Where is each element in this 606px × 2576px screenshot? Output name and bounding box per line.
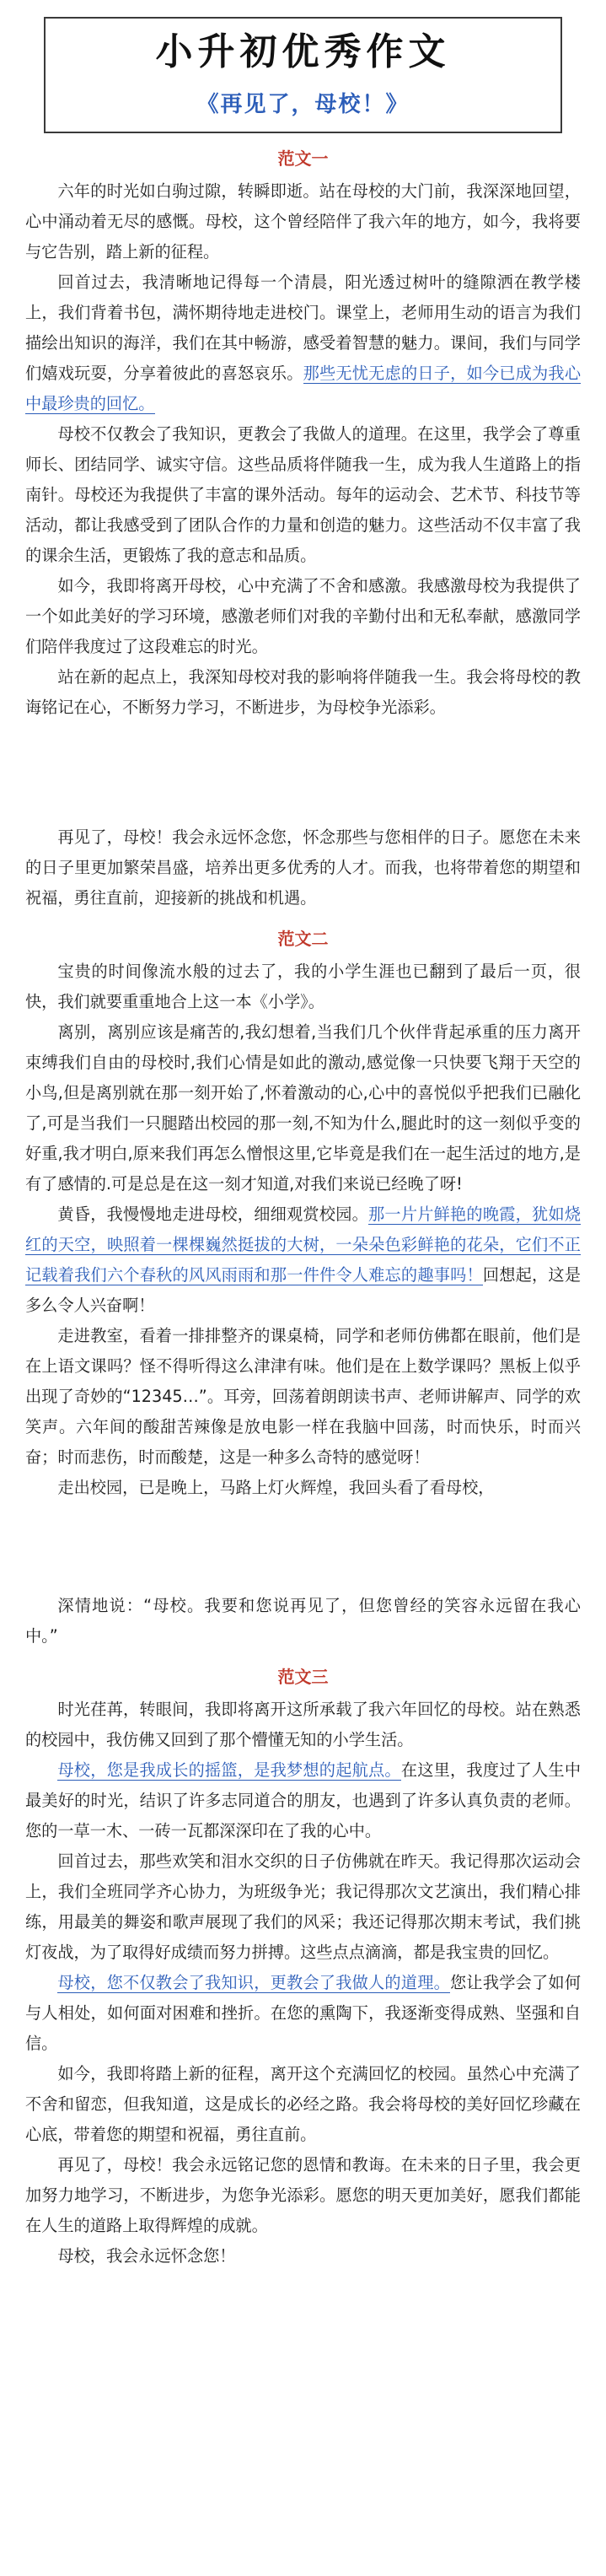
essay-2 — [25, 925, 581, 1652]
essay-1 — [25, 145, 581, 913]
essay-3-paragraph-4-text: 您让我学会了如何与人相处，如何面对困难和挫折。在您的熏陶下，我逐渐变得成熟、坚强和自信。 — [25, 1972, 582, 2053]
essay-3 — [25, 1663, 581, 2272]
essay-1-paragraph-2-text: 回首过去，我清晰地记得每一个清晨，阳光透过树叶的缝隙洒在教学楼上，我们背着书包，满怀期待地走进校门。课堂上，老师用生动的语言为我们描绘出知识的海洋，我们在其中畅游，感受着智慧的魅力。课间，我们与同学们嬉戏玩耍，分享着彼此的喜怒哀乐。 — [25, 272, 581, 383]
essay-2-paragraph-6: 深情地说：“母校。我要和您说再见了，但您曾经的笑容永远留在我心中。” — [25, 1595, 581, 1646]
essay-2-paragraph-3 — [25, 1199, 581, 1321]
essay-3-paragraph-1: 时光荏苒，转眼间，我即将离开这所承载了我六年回忆的母校。站在熟悉的校园中，我仿佛又回到了那个懵懂无知的小学生活。 — [25, 1699, 581, 1749]
essay-2-paragraph-2: 离别，离别应该是痛苦的,我幻想着,当我们几个伙伴背起承重的压力离开束缚我们自由的母校时,我们心情是如此的激动,感觉像一只快要飞翔于天空的小鸟,但是离别就在那一刻开始了,怀着激动的心,心中的喜悦似乎把我们已融化了,可是当我们一只腿踏出校园的那一刻,不知为什么,腿此时的这一刻似乎变的好重,我才明白,原来我们再怎么憎恨这里,它毕竟是我们在一起生活过的地方,是有了感情的.可是总是在这一刻才知道,对我们来说已经晚了呀! — [25, 1021, 581, 1194]
page-subtitle: 《再见了，母校！》 — [196, 91, 410, 117]
page-title: 小升初优秀作文 — [155, 30, 451, 73]
essay-2-highlight: 那一片片鲜艳的晚霞，犹如烧红的天空，映照着一棵棵巍然挺拔的大树，一朵朵色彩鲜艳的花朵，它们不正记载着我们六个春秋的风风雨雨和那一件件令人难忘的趣事吗！ — [25, 1204, 582, 1285]
essay-2-paragraph-4: 走进教室，看着一排排整齐的课桌椅，同学和老师仿佛都在眼前，他们是在上语文课吗？怪不得听得这么津津有味。他们是在上数学课吗？黑板上似乎出现了奇妙的“12345…”。耳旁，回荡着朗朗读书声、老师讲解声、同学的欢笑声。六年间的酸甜苦辣像是放电影一样在我脑中回荡，时而快乐，时而兴奋；时而悲伤，时而酸楚，这是一种多么奇特的感觉呀！ — [25, 1325, 581, 1467]
essay-3-highlight-1: 母校，您是我成长的摇篮，是我梦想的起航点。 — [57, 1760, 401, 1780]
essay-1-paragraph-3: 母校不仅教会了我知识，更教会了我做人的道理。在这里，我学会了尊重师长、团结同学、诚实守信。这些品质将伴随我一生，成为我人生道路上的指南针。母校还为我提供了丰富的课外活动。每年的运动会、艺术节、科技节等活动，都让我感受到了团队合作的力量和创造的魅力。这些活动不仅丰富了我的课余生活，更锻炼了我的意志和品质。 — [25, 423, 581, 565]
essay-3-heading: 范文三 — [277, 1666, 329, 1687]
essay-1-highlight: 那些无忧无虑的日子，如今已成为我心中最珍贵的回忆。 — [25, 363, 582, 413]
essay-3-paragraph-7: 母校，我会永远怀念您！ — [57, 2245, 236, 2266]
essay-1-paragraph-5: 站在新的起点上，我深知母校对我的影响将伴随我一生。我会将母校的教诲铭记在心，不断努力学习，不断进步，为母校争光添彩。 — [25, 666, 581, 717]
essay-1-paragraph-1: 六年的时光如白驹过隙，转瞬即逝。站在母校的大门前，我深深地回望，心中涌动着无尽的感慨。母校，这个曾经陪伴了我六年的地方，如今，我将要与它告别，踏上新的征程。 — [25, 181, 581, 261]
essay-2-paragraph-1: 宝贵的时间像流水般的过去了，我的小学生涯也已翻到了最后一页，很快，我们就要重重地合上这一本《小学》。 — [25, 961, 581, 1011]
essay-3-paragraph-3: 回首过去，那些欢笑和泪水交织的日子仿佛就在昨天。我记得那次运动会上，我们全班同学齐心协力，为班级争光；我记得那次文艺演出，我们精心排练，用最美的舞姿和歌声展现了我们的风采；我还记得那次期末考试，我们挑灯夜战，为了取得好成绩而努力拼搏。这些点点滴滴，都是我宝贵的回忆。 — [25, 1851, 581, 1962]
essay-2-paragraph-3-end: 回想起，这是多么令人兴奋啊！ — [25, 1264, 582, 1315]
essay-1-heading: 范文一 — [277, 148, 329, 169]
spacer — [25, 723, 581, 822]
essay-2-paragraph-3-text: 黄昏，我慢慢地走进母校，细细观赏校园。 — [57, 1204, 369, 1224]
essay-3-paragraph-5: 如今，我即将踏上新的征程，离开这个充满回忆的校园。虽然心中充满了不舍和留恋，但我知道，这是成长的必经之路。我会将母校的美好回忆珍藏在心底，带着您的期望和祝福，勇往直前。 — [25, 2063, 581, 2144]
title-box — [44, 17, 562, 133]
essay-1-paragraph-4: 如今，我即将离开母校，心中充满了不舍和感激。我感激母校为我提供了一个如此美好的学习环境，感激老师们对我的辛勤付出和无私奉献，感激同学们陪伴我度过了这段难忘的时光。 — [25, 575, 581, 656]
essay-3-paragraph-6: 再见了，母校！我会永远铭记您的恩情和教诲。在未来的日子里，我会更加努力地学习，不断进步，为您争光添彩。愿您的明天更加美好，愿我们都能在人生的道路上取得辉煌的成就。 — [25, 2154, 581, 2235]
essay-1-paragraph-2 — [25, 267, 581, 419]
essay-1-paragraph-6: 再见了，母校！我会永远怀念您，怀念那些与您相伴的日子。愿您在未来的日子里更加繁荣昌盛，培养出更多优秀的人才。而我，也将带着您的期望和祝福，勇往直前，迎接新的挑战和机遇。 — [25, 827, 581, 908]
essay-3-paragraph-2-text: 在这里，我度过了人生中最美好的时光，结识了许多志同道合的朋友，也遇到了许多认真负责的老师。您的一草一木、一砖一瓦都深深印在了我的心中。 — [25, 1760, 582, 1840]
spacer — [25, 1503, 581, 1591]
essay-3-paragraph-2 — [25, 1755, 581, 1846]
essay-2-heading: 范文二 — [277, 928, 329, 949]
essay-2-paragraph-5: 走出校园，已是晚上，马路上灯火辉煌，我回头看了看母校， — [57, 1477, 495, 1497]
essay-3-highlight-2: 母校，您不仅教会了我知识，更教会了我做人的道理。 — [57, 1972, 451, 1992]
essay-3-paragraph-4 — [25, 1968, 581, 2059]
